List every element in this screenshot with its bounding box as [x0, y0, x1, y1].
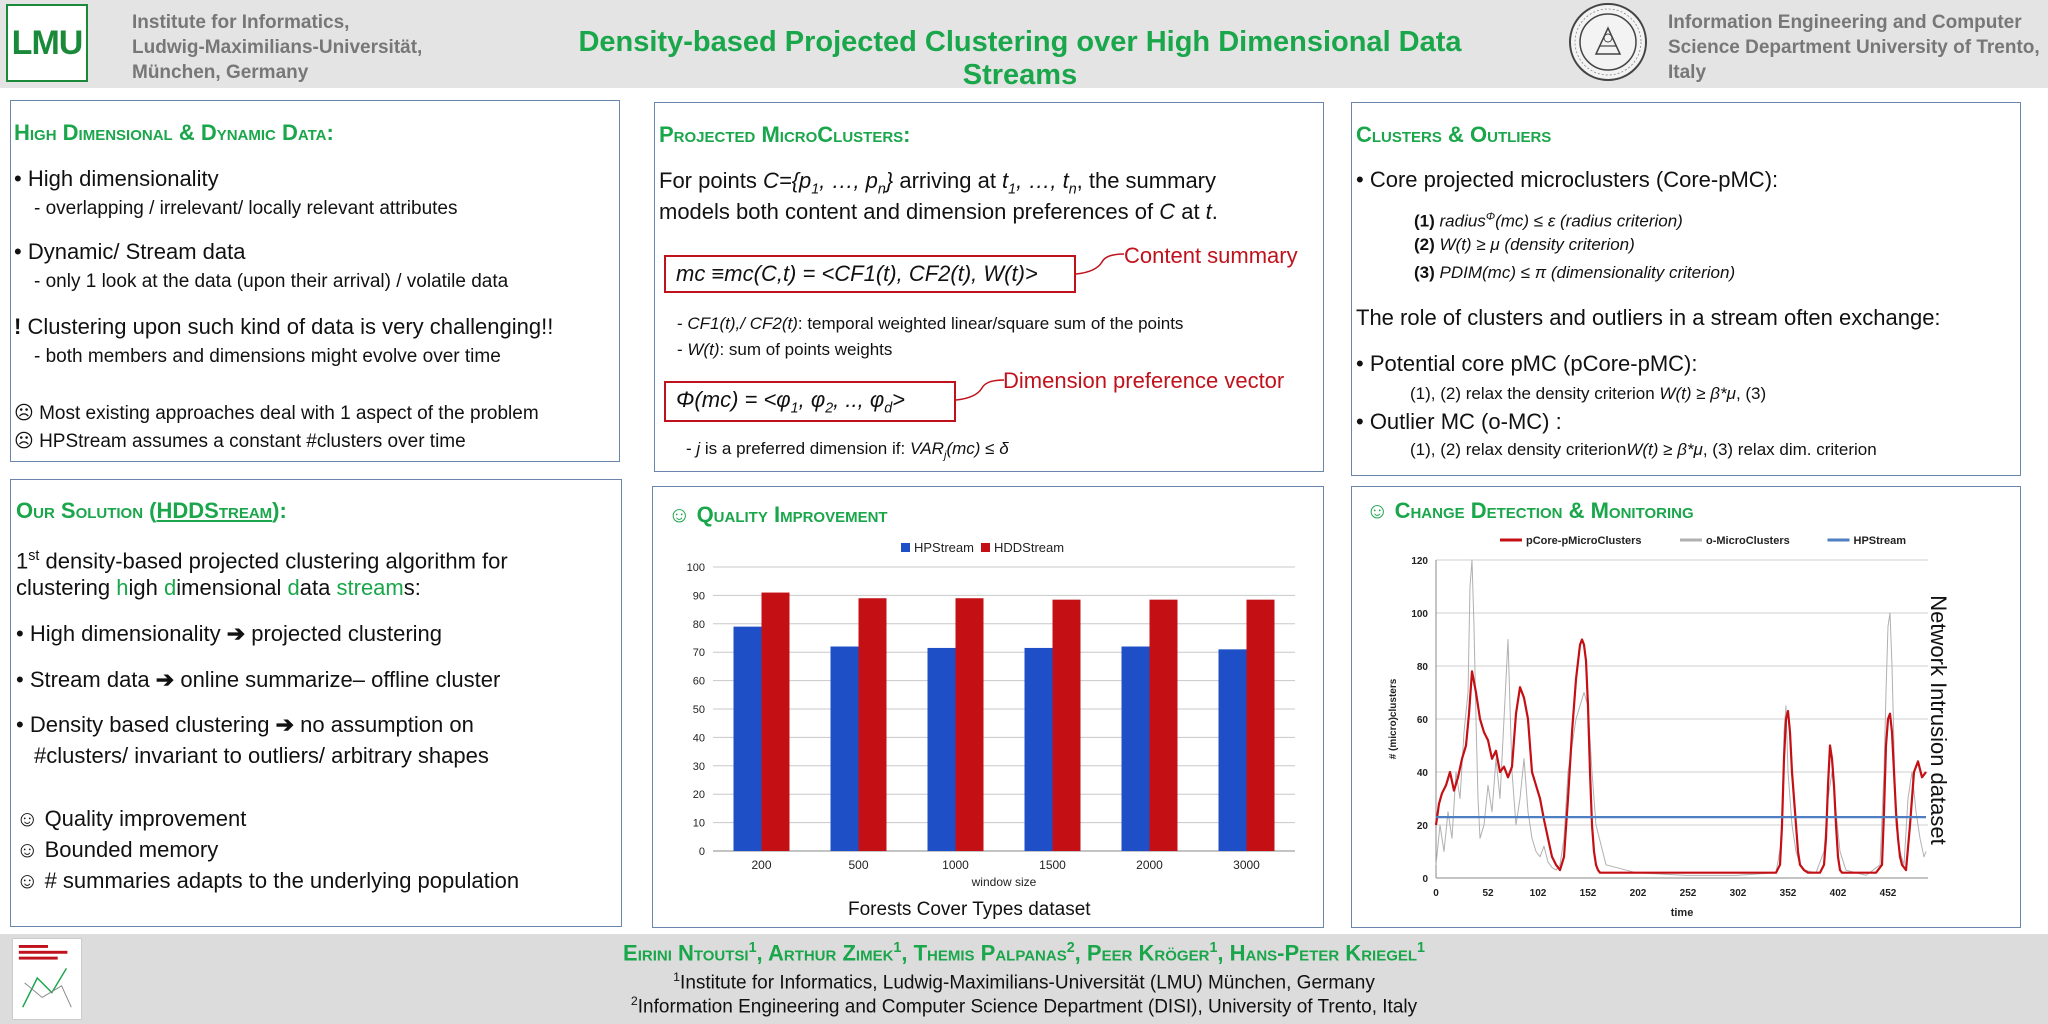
t: density-based projected clustering algorithm for — [39, 548, 508, 574]
bar-hddstream — [956, 598, 984, 851]
x-axis-label: window size — [971, 875, 1037, 889]
t: online summarize– offline cluster — [174, 667, 501, 692]
t: C — [1159, 199, 1176, 224]
bar-hddstream — [762, 593, 790, 851]
t: radius — [1434, 211, 1486, 231]
bar-chart — [665, 535, 1315, 895]
legend-label: HDDStream — [994, 540, 1065, 555]
t: (3) — [1414, 263, 1435, 282]
y-tick-label: 120 — [1411, 556, 1428, 567]
inst-left-line: Institute for Informatics, — [132, 12, 350, 33]
bar-hddstream — [1053, 600, 1081, 851]
legend-label: o-MicroClusters — [1706, 535, 1790, 547]
y-axis-label: # (micro)clusters — [1388, 678, 1399, 760]
role-sentence: The role of clusters and outliers in a stream often exchange: — [1356, 305, 1941, 330]
t: (1), (2) relax the density criterion — [1410, 384, 1660, 403]
mc-definition-box: mc ≡mc(C,t) = <CF1(t), CF2(t), W(t)> — [664, 255, 1076, 293]
t: > — [892, 387, 905, 412]
affil-mark: 2 — [630, 994, 638, 1008]
panel3-title: Clusters & Outliers — [1356, 122, 1552, 147]
t: stream — [336, 575, 404, 600]
bar-hpstream — [928, 648, 956, 851]
t: , …, t — [1016, 168, 1069, 193]
author-sep: , — [1217, 940, 1230, 966]
author-affil-mark: 2 — [1066, 940, 1075, 956]
panel1-sad: ☹ Most existing approaches deal with 1 aspect of the problem — [14, 403, 539, 424]
t: imensional — [176, 575, 288, 600]
arrow-icon: ➔ — [226, 621, 246, 646]
t: Φ — [1485, 211, 1496, 223]
author-affil-mark: 1 — [893, 940, 902, 956]
t: Our Solution ( — [16, 498, 157, 523]
author-affil-mark: 1 — [1209, 940, 1218, 956]
t: } — [885, 168, 894, 193]
panel1-sub: - both members and dimensions might evolve over time — [34, 346, 501, 367]
series-line-o-microclusters — [1436, 560, 1926, 875]
institution-right — [1668, 10, 2048, 85]
x-tick-label: 3000 — [1233, 858, 1260, 872]
t: : sum of points weights — [719, 340, 893, 359]
t: j — [943, 449, 947, 462]
t: - — [677, 340, 688, 359]
authors-line — [0, 940, 2048, 966]
t: clustering — [16, 575, 117, 600]
panel3-bullet: • Core projected microclusters (Core-pMC): — [1356, 167, 1779, 192]
trento-seal-icon — [1568, 2, 1648, 82]
author-name: Hans-Peter Kriegel — [1229, 940, 1418, 966]
x-tick-label: 152 — [1579, 888, 1597, 899]
y-tick-label: 100 — [686, 562, 705, 574]
solution-bullet — [16, 711, 474, 739]
y-tick-label: 80 — [1416, 662, 1428, 673]
t: C={p — [762, 168, 812, 193]
x-axis-label: time — [1670, 907, 1694, 919]
t: HDDStream — [156, 498, 273, 523]
t: W(t) ≥ β*μ — [1626, 440, 1703, 459]
t: , .., φ — [833, 387, 885, 412]
panel1-sub: - overlapping / irrelevant/ locally relevant attributes — [34, 198, 458, 219]
solution-bullet — [16, 666, 500, 694]
bar-hpstream — [1219, 649, 1247, 851]
y-tick-label: 60 — [1416, 715, 1428, 726]
x-tick-label: 1000 — [942, 858, 969, 872]
lmu-logo-text: LMU — [11, 23, 83, 62]
t: 2 — [825, 400, 834, 417]
t: t — [1002, 168, 1009, 193]
author-affil-mark: 1 — [748, 940, 757, 956]
preferred-dimension-rule — [686, 435, 1009, 469]
panel1-bullet: • High dimensionality — [14, 166, 219, 191]
t: j — [696, 439, 701, 458]
w-description — [677, 336, 892, 364]
t: • High dimensionality — [16, 621, 227, 646]
x-tick-label: 500 — [848, 858, 869, 872]
y-tick-label: 50 — [692, 704, 705, 716]
t: CF1(t),/ CF2(t) — [687, 314, 798, 333]
institution-left — [132, 10, 452, 85]
y-tick-label: 70 — [692, 647, 705, 660]
t: 1 — [1008, 181, 1017, 198]
legend-swatch — [981, 543, 990, 552]
bar-hpstream — [1122, 647, 1150, 851]
x-tick-label: 1500 — [1039, 858, 1066, 872]
legend-label: pCore-pMicroClusters — [1526, 535, 1642, 547]
author-sep: , — [901, 940, 914, 966]
t: d — [287, 575, 300, 600]
t: 1 — [811, 181, 820, 198]
t: projected clustering — [245, 621, 443, 646]
t: (mc) ≤ ε (radius criterion) — [1495, 211, 1683, 231]
t: 1 — [790, 400, 799, 417]
t: • Density based clustering — [16, 712, 276, 737]
legend-swatch — [901, 543, 910, 552]
t: igh — [128, 575, 165, 600]
t: (mc) ≤ δ — [946, 439, 1009, 458]
x-tick-label: 102 — [1529, 888, 1547, 899]
t: d — [164, 575, 177, 600]
t: , (3) relax dim. criterion — [1702, 440, 1877, 459]
author-name: Themis Palpanas — [913, 940, 1067, 966]
panel1-bullet: • Dynamic/ Stream data — [14, 239, 246, 264]
panel1-bullet — [14, 313, 553, 341]
t: (1) — [1414, 211, 1435, 231]
x-tick-label: 302 — [1729, 888, 1747, 899]
header — [0, 0, 2048, 91]
t: ata — [299, 575, 337, 600]
t: models both content and dimension preferences of — [659, 199, 1160, 224]
criterion-density — [1414, 231, 1635, 259]
t: , (3) — [1735, 384, 1767, 403]
t: , …, p — [819, 168, 878, 193]
panel1-title: High Dimensional & Dynamic Data: — [14, 120, 334, 145]
t: W(t) ≥ β*μ — [1659, 384, 1736, 403]
t: VAR — [909, 439, 944, 458]
panel1-bullet-text: Clustering upon such kind of data is very challenging!! — [21, 314, 554, 339]
t: t — [1205, 199, 1212, 224]
x-tick-label: 452 — [1879, 888, 1897, 899]
y-tick-label: 10 — [692, 817, 705, 830]
panel2-title: Projected MicroClusters: — [659, 122, 911, 147]
panel1-sad: ☹ HPStream assumes a constant #clusters over time — [14, 431, 466, 452]
t: (1), (2) relax density criterion — [1410, 440, 1627, 459]
poster-title: Density-based Projected Clustering over High Dimensional Data Streams — [578, 26, 1462, 91]
affil-text: Institute for Informatics, Ludwig-Maximilians-Universität (LMU) München, Germany — [680, 972, 1375, 994]
bar-hddstream — [859, 598, 887, 851]
lmu-logo — [6, 4, 88, 82]
y-tick-label: 40 — [1416, 768, 1428, 779]
y-tick-label: 80 — [692, 618, 705, 631]
panel1-sub: - only 1 look at the data (upon their arrival) / volatile data — [34, 271, 509, 292]
x-tick-label: 402 — [1829, 888, 1847, 899]
criterion-dimensionality — [1414, 259, 1735, 287]
y-tick-label: 0 — [1422, 874, 1428, 885]
solution-bullet-cont: #clusters/ invariant to outliers/ arbitrary shapes — [34, 743, 489, 768]
panel3-bullet: • Outlier MC (o-MC) : — [1356, 409, 1562, 434]
panel2-intro-line2 — [659, 198, 1218, 226]
legend-label: HPStream — [1853, 535, 1907, 547]
t: - — [677, 314, 688, 333]
x-tick-label: 0 — [1433, 888, 1439, 899]
x-tick-label: 202 — [1629, 888, 1647, 899]
benefit-quality: ☺ Quality improvement — [16, 806, 247, 831]
y-tick-label: 0 — [698, 846, 705, 858]
y-tick-label: 30 — [692, 760, 705, 773]
author-name: Peer Kröger — [1086, 940, 1210, 966]
bar-hddstream — [1247, 600, 1275, 851]
bar-hpstream — [734, 627, 762, 851]
footer — [0, 934, 2048, 1024]
legend-label: HPStream — [914, 540, 974, 555]
y-tick-label: 20 — [692, 789, 705, 802]
x-tick-label: 252 — [1679, 888, 1697, 899]
content-summary-label: Content summary — [1124, 243, 1298, 268]
panel3-bullet: • Potential core pMC (pCore-pMC): — [1356, 351, 1698, 376]
t: h — [116, 575, 129, 600]
bar-hpstream — [1025, 648, 1053, 851]
arrow-icon: ➔ — [275, 712, 295, 737]
panel6-title: ☺ Change Detection & Monitoring — [1366, 498, 1694, 523]
y-tick-label: 40 — [692, 732, 705, 745]
t: W(t) ≥ μ (density criterion) — [1434, 235, 1635, 254]
inst-right-line: Science Department University of Trento, — [1668, 37, 2040, 58]
inst-right-line: Italy — [1668, 62, 1707, 83]
t: - — [686, 439, 697, 458]
t: ): — [272, 498, 287, 523]
inst-right-line: Information Engineering and Computer — [1668, 12, 2022, 33]
y-tick-label: 20 — [1416, 821, 1428, 832]
outlier-criteria — [1410, 436, 1877, 464]
inst-left-line: München, Germany — [132, 62, 309, 83]
affil-text: Information Engineering and Computer Science Department (DISI), University of Trento, Italy — [637, 996, 1418, 1018]
t: W(t) — [687, 340, 720, 359]
solution-bullet — [16, 620, 442, 648]
author-sep: , — [756, 940, 768, 966]
t: For points — [659, 168, 763, 193]
t: arriving at — [893, 168, 1003, 193]
t: n — [877, 181, 886, 198]
affiliation-1 — [0, 970, 2048, 994]
arrow-icon: ➔ — [155, 667, 175, 692]
t: no assumption on — [294, 712, 474, 737]
author-sep: , — [1074, 940, 1087, 966]
inst-left-line: Ludwig-Maximilians-Universität, — [132, 37, 423, 58]
exclamation-mark: ! — [14, 314, 22, 339]
affil-mark: 1 — [673, 970, 681, 984]
t: PDIM(mc) ≤ π (dimensionality criterion) — [1434, 263, 1736, 282]
panel4-title — [16, 498, 287, 524]
benefit-summaries: ☺ # summaries adapts to the underlying population — [16, 868, 520, 893]
t: s: — [403, 575, 421, 600]
t: : temporal weighted linear/square sum of the points — [797, 314, 1184, 333]
panel5-title: ☺ Quality Improvement — [668, 502, 888, 527]
cf-description — [677, 310, 1183, 338]
t: is a preferred dimension if: — [700, 439, 910, 458]
content-connector-icon — [1076, 252, 1126, 278]
t: • Stream data — [16, 667, 156, 692]
bar-hddstream — [1150, 600, 1178, 851]
t: at — [1175, 199, 1206, 224]
dimension-preference-label: Dimension preference vector — [1003, 368, 1285, 393]
dimension-connector-icon — [956, 378, 1006, 404]
pcore-criteria — [1410, 380, 1766, 408]
x-tick-label: 352 — [1779, 888, 1797, 899]
x-tick-label: 52 — [1482, 888, 1494, 899]
t: , the summary — [1076, 168, 1217, 193]
line-chart — [1380, 530, 1940, 925]
t: . — [1211, 199, 1218, 224]
benefit-memory: ☺ Bounded memory — [16, 837, 219, 862]
author-name: Eirini Ntoutsi — [623, 940, 749, 966]
phi-definition-box — [664, 381, 956, 422]
t: (2) — [1414, 235, 1435, 254]
t: Φ(mc) = <φ — [676, 387, 791, 412]
author-affil-mark: 1 — [1417, 940, 1425, 956]
solution-line1 — [16, 542, 508, 575]
t: d — [884, 400, 893, 417]
x-tick-label: 200 — [751, 858, 772, 872]
author-name: Arthur Zimek — [767, 940, 894, 966]
t: , φ — [798, 387, 826, 412]
y-tick-label: 60 — [692, 675, 705, 688]
t: st — [28, 548, 40, 564]
bar-hpstream — [831, 647, 859, 851]
bar-chart-caption: Forests Cover Types dataset — [848, 899, 1091, 920]
t: n — [1068, 181, 1077, 198]
affiliation-2 — [0, 994, 2048, 1018]
x-tick-label: 2000 — [1136, 858, 1163, 872]
y-tick-label: 100 — [1411, 609, 1428, 620]
network-intrusion-label: Network Intrusion dataset — [1926, 595, 1951, 845]
solution-line2 — [16, 574, 421, 602]
y-tick-label: 90 — [692, 590, 705, 603]
t: 1 — [16, 548, 29, 574]
